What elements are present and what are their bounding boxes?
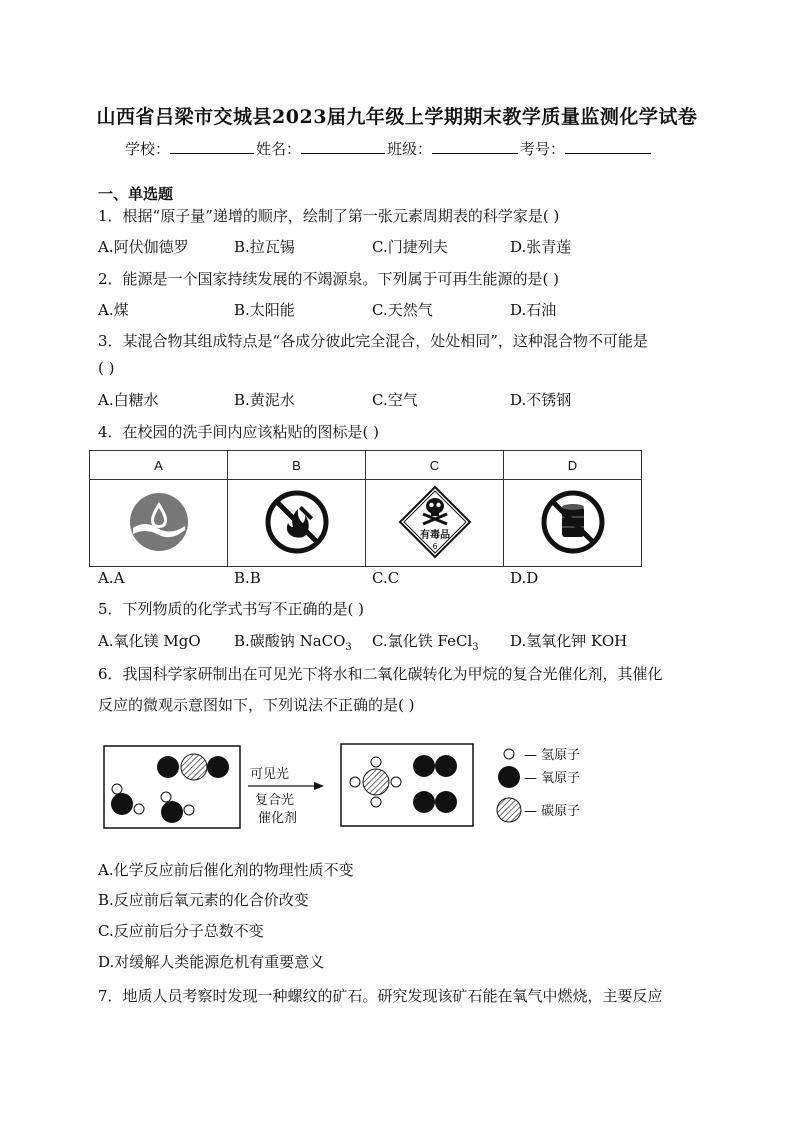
name-blank [301,139,385,154]
ch4-carbon-atom [363,769,389,795]
h2o-oxygen-atom [161,801,183,823]
question-7: 7．地质人员考察时发现一种螺纹的矿石。研究发现该矿石能在氧气中燃烧，主要反应 [98,987,663,1005]
q5-option-a-formula: MgO [163,632,201,650]
legend-hydrogen-label: — 氢原子 [524,748,581,763]
q5-option-a [98,630,201,651]
q4-option-d: D.D [510,569,539,587]
q5-option-a-name: A.氧化镁 [98,632,159,650]
question-6-cont: 反应的微观示意图如下，下列说法不正确的是( ) [98,696,415,714]
question-2: 2．能源是一个国家持续发展的不竭源泉。下列属于可再生能源的是( ) [98,270,560,288]
q5-option-c [372,630,479,653]
co2-oxygen-atom [207,756,229,778]
no-dumping-barrel-icon [540,489,606,555]
q5-option-d [510,630,627,651]
o2-oxygen-atom [413,755,435,777]
ch4-hydrogen-atom [371,757,381,767]
condition-catalyst-2: 催化剂 [258,811,298,826]
col-header-b: B [228,451,366,480]
q3-option-d: D.不锈钢 [510,391,572,409]
col-header-a: A [90,451,228,480]
school-label: 学校： [125,140,171,158]
toxic-label: 有毒品 [419,529,450,541]
h2o-hydrogen-atom [161,792,171,802]
co2-oxygen-atom [157,756,179,778]
ch4-hydrogen-atom [371,797,381,807]
cell-c [366,480,504,567]
question-4: 4．在校园的洗手间内应该粘贴的图标是( ) [98,423,380,441]
o2-oxygen-atom [413,791,435,813]
class-blank [432,139,518,154]
icon-table [89,450,642,567]
arrow-head-icon [314,782,324,790]
class-label: 班级： [387,140,433,158]
col-header-c: C [366,451,504,480]
cell-a [90,480,228,567]
name-label: 姓名： [256,140,302,158]
h2o-hydrogen-atom [134,804,144,814]
toxic-class-number: 6 [431,541,438,551]
question-6: 6．我国科学家研制出在可见光下将水和二氧化碳转化为甲烷的复合光催化剂，其催化 [98,665,663,683]
ch4-hydrogen-atom [350,777,360,787]
toxic-hazard-icon [397,484,473,560]
q1-option-a: A.阿伏伽德罗 [98,238,189,256]
q6-option-a: A.化学反应前后催化剂的物理性质不变 [98,861,354,879]
products-box [341,744,473,826]
legend-carbon-label: — 碳原子 [524,804,581,819]
q1-option-b: B.拉瓦锡 [234,238,295,256]
reaction-diagram [100,740,620,832]
water-saving-icon [127,490,191,554]
exam-no-label: 考号： [520,140,566,158]
q5-option-b-name: B.碳酸钠 [234,632,295,650]
legend-oxygen-label: — 氧原子 [524,771,581,786]
q2-option-a: A.煤 [98,301,129,319]
question-5: 5．下列物质的化学式书写不正确的是( ) [98,600,365,618]
h2o-hydrogen-atom [184,805,194,815]
q5-option-d-name: D.氢氧化钾 [510,632,587,650]
h2o-oxygen-atom [111,793,133,815]
q5-option-b-subscript: 3 [345,642,352,653]
q5-option-b-formula: NaCO [299,632,346,650]
q5-option-d-formula: KOH [591,632,628,650]
ch4-hydrogen-atom [391,777,401,787]
h2o-hydrogen-atom [112,784,122,794]
section-heading: 一、单选题 [98,185,174,203]
condition-catalyst-1: 复合光 [255,793,295,808]
q5-option-c-subscript: 3 [472,642,479,653]
cell-d [504,480,642,567]
o2-oxygen-atom [435,791,457,813]
q3-option-c: C.空气 [372,391,418,409]
condition-visible-light: 可见光 [250,767,290,782]
q5-option-c-name: C.氯化铁 [372,632,433,650]
question-3-cont: ( ) [98,359,115,377]
q2-option-d: D.石油 [510,301,557,319]
q1-option-d: D.张青莲 [510,238,572,256]
legend-carbon-symbol [497,798,521,822]
q6-option-c: C.反应前后分子总数不变 [98,922,264,940]
legend-oxygen-symbol [498,766,520,788]
page-title: 山西省吕梁市交城县2023届九年级上学期期末教学质量监测化学试卷 [96,106,698,128]
legend-hydrogen-symbol [504,749,514,759]
q5-option-c-formula: FeCl [437,632,473,650]
q1-option-c: C.门捷列夫 [372,238,448,256]
o2-oxygen-atom [435,755,457,777]
q3-option-a: A.白糖水 [98,391,159,409]
no-fire-icon [264,489,330,555]
q6-option-d: D.对缓解人类能源危机有重要意义 [98,953,325,971]
q6-option-b: B.反应前后氧元素的化合价改变 [98,891,309,909]
q5-option-b [234,630,352,653]
q3-option-b: B.黄泥水 [234,391,295,409]
cell-b [228,480,366,567]
q2-option-c: C.天然气 [372,301,433,319]
exam-no-blank [565,139,651,154]
q4-option-c: C.C [372,569,400,587]
co2-carbon-atom [181,754,207,780]
school-blank [170,139,254,154]
question-3: 3．某混合物其组成特点是“各成分彼此完全混合，处处相同”，这种混合物不可能是 [98,332,648,350]
question-1: 1．根据“原子量”递增的顺序，绘制了第一张元素周期表的科学家是( ) [98,207,560,225]
q4-option-a: A.A [98,569,125,587]
q4-option-b: B.B [234,569,261,587]
col-header-d: D [504,451,642,480]
q2-option-b: B.太阳能 [234,301,295,319]
student-info-line [125,138,653,159]
